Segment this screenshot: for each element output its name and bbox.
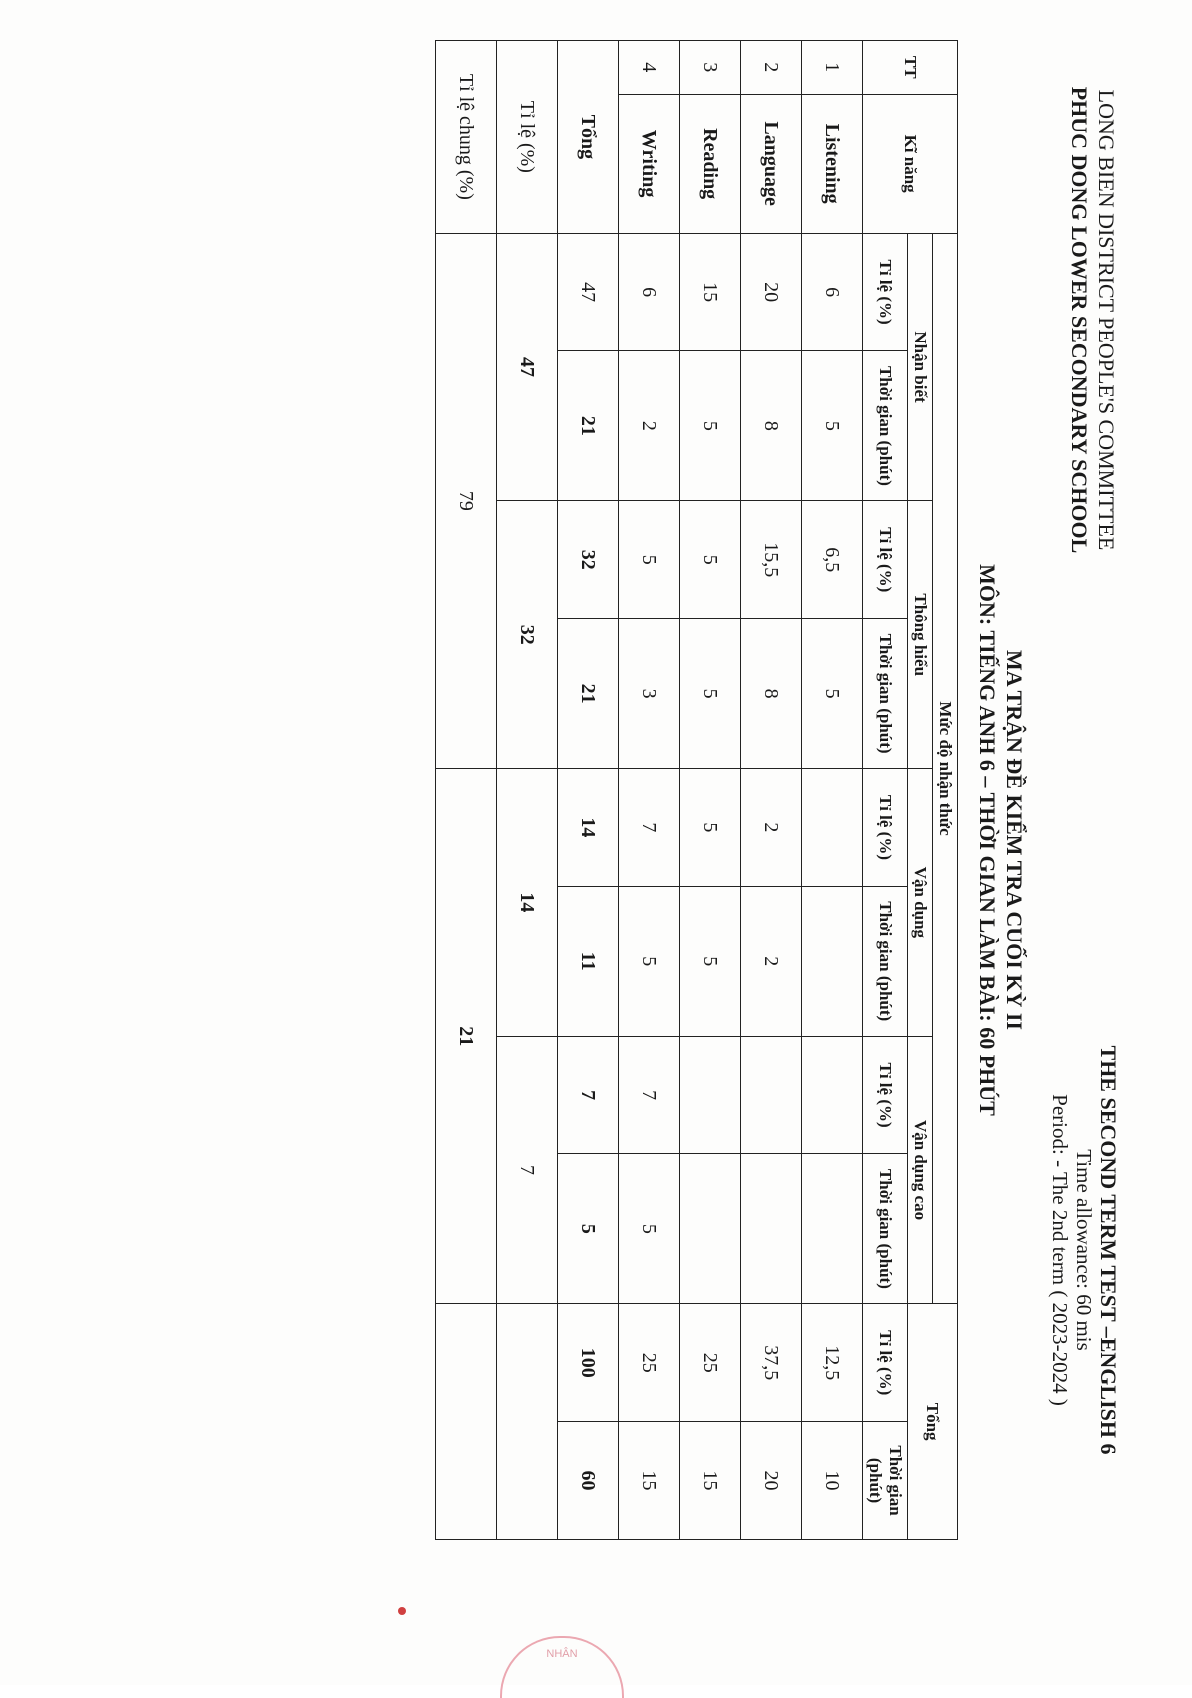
cell: 25 xyxy=(680,1304,741,1422)
cell: 3 xyxy=(619,619,680,769)
cell xyxy=(497,1304,558,1540)
school-name: PHUC DONG LOWER SECONDARY SCHOOL xyxy=(1067,86,1092,554)
cell: 2 xyxy=(619,351,680,501)
cell xyxy=(741,1154,802,1304)
table-row xyxy=(619,41,680,1540)
period: Period: - The 2nd term ( 2023-2024 ) xyxy=(1048,1094,1072,1406)
cell-skill: Language xyxy=(741,94,802,233)
table-row xyxy=(680,41,741,1540)
rotated-document xyxy=(40,40,1120,1640)
total-row xyxy=(558,41,619,1540)
header-level-recognition: Nhận biết xyxy=(908,233,933,501)
header-skill: Kĩ năng xyxy=(863,94,958,233)
test-header xyxy=(1048,1000,1120,1500)
sub-rate: Tỉ lệ (%) xyxy=(863,1304,908,1422)
cell: 2 xyxy=(741,886,802,1036)
cell: 14 xyxy=(558,769,619,887)
ratio-row xyxy=(497,41,558,1540)
cell: 5 xyxy=(680,501,741,619)
cell xyxy=(802,1154,863,1304)
header-level-application: Vận dụng xyxy=(908,769,933,1037)
stamp-text: NHÂN xyxy=(546,1648,578,1660)
sub-time: Thời gian (phút) xyxy=(863,886,908,1036)
school-header xyxy=(1066,40,1120,600)
cell: 60 xyxy=(558,1422,619,1540)
cell-skill: Reading xyxy=(680,94,741,233)
sub-time: Thời gian (phút) xyxy=(863,1154,908,1304)
red-ink-dot xyxy=(398,1607,406,1615)
cell: 25 xyxy=(619,1304,680,1422)
overall-label: Tỉ lệ chung (%) xyxy=(436,41,497,234)
cell: 21 xyxy=(558,619,619,769)
sub-rate: Tỉ lệ (%) xyxy=(863,233,908,351)
document-title xyxy=(974,340,1028,1340)
cell: 5 xyxy=(680,886,741,1036)
cell: 5 xyxy=(680,619,741,769)
cell: 37,5 xyxy=(741,1304,802,1422)
cell: 15,5 xyxy=(741,501,802,619)
cell: 5 xyxy=(680,769,741,887)
cell xyxy=(741,1036,802,1154)
cell: 6,5 xyxy=(802,501,863,619)
header-level-high-application: Vận dụng cao xyxy=(908,1036,933,1304)
cell: 47 xyxy=(497,233,558,501)
cell: 11 xyxy=(558,886,619,1036)
overall-row xyxy=(436,41,497,1540)
cell: 14 xyxy=(497,769,558,1037)
cell: 21 xyxy=(436,769,497,1304)
cell: 5 xyxy=(619,1154,680,1304)
total-label: Tổng xyxy=(558,41,619,234)
header-row-3 xyxy=(863,41,908,1540)
cell: 5 xyxy=(558,1154,619,1304)
sub-time: Thời gian (phút) xyxy=(863,1422,908,1540)
header-row-1 xyxy=(933,41,958,1540)
cell: 7 xyxy=(619,769,680,887)
cell: 7 xyxy=(558,1036,619,1154)
cell: 6 xyxy=(619,233,680,351)
time-allowance: Time allowance: 60 mis xyxy=(1072,1149,1096,1351)
committee-name: LONG BIEN DISTRICT PEOPLE'S COMMITTEE xyxy=(1094,89,1119,551)
title-line-2: MÔN: TIẾNG ANH 6 – THỜI GIAN LÀM BÀI: 60 PHÚT xyxy=(975,564,1000,1116)
cell: 5 xyxy=(680,351,741,501)
cell: 15 xyxy=(619,1422,680,1540)
cell: 15 xyxy=(680,1422,741,1540)
cell: 32 xyxy=(497,501,558,769)
cell xyxy=(680,1036,741,1154)
cell-skill: Writing xyxy=(619,94,680,233)
cell-tt: 3 xyxy=(680,41,741,95)
cell: 12,5 xyxy=(802,1304,863,1422)
cell: 32 xyxy=(558,501,619,619)
table-row xyxy=(802,41,863,1540)
header-level-comprehension: Thông hiểu xyxy=(908,501,933,769)
cell: 2 xyxy=(741,769,802,887)
sub-rate: Tỉ lệ (%) xyxy=(863,1036,908,1154)
cell: 5 xyxy=(619,886,680,1036)
cell: 79 xyxy=(436,233,497,768)
test-title: THE SECOND TERM TEST –ENGLISH 6 xyxy=(1096,1045,1121,1455)
cell: 20 xyxy=(741,233,802,351)
cell-tt: 1 xyxy=(802,41,863,95)
cell: 15 xyxy=(680,233,741,351)
cell: 21 xyxy=(558,351,619,501)
cell: 7 xyxy=(619,1036,680,1154)
test-matrix-table xyxy=(435,40,958,1540)
cell: 5 xyxy=(619,501,680,619)
title-line-1: MA TRẬN ĐỀ KIỂM TRA CUỐI KỲ II xyxy=(1002,650,1027,1030)
cell-tt: 2 xyxy=(741,41,802,95)
cell: 8 xyxy=(741,351,802,501)
ratio-label: Tỉ lệ (%) xyxy=(497,41,558,234)
cell xyxy=(680,1154,741,1304)
cell: 5 xyxy=(802,619,863,769)
cell xyxy=(802,1036,863,1154)
cell-skill: Listening xyxy=(802,94,863,233)
header-tt: TT xyxy=(863,41,958,95)
cell xyxy=(802,769,863,887)
cell: 47 xyxy=(558,233,619,351)
cell: 8 xyxy=(741,619,802,769)
table-row xyxy=(741,41,802,1540)
cell: 20 xyxy=(741,1422,802,1540)
sub-time: Thời gian (phút) xyxy=(863,619,908,769)
cell-tt: 4 xyxy=(619,41,680,95)
cell xyxy=(436,1304,497,1540)
sub-rate: Tỉ lệ (%) xyxy=(863,501,908,619)
cell: 7 xyxy=(497,1036,558,1304)
cell: 5 xyxy=(802,351,863,501)
sub-rate: Tỉ lệ (%) xyxy=(863,769,908,887)
header-cognitive-level: Mức độ nhận thức xyxy=(933,233,958,1304)
header-total: Tổng xyxy=(908,1304,958,1540)
sub-time: Thời gian (phút) xyxy=(863,351,908,501)
cell xyxy=(802,886,863,1036)
cell: 100 xyxy=(558,1304,619,1422)
cell: 10 xyxy=(802,1422,863,1540)
cell: 6 xyxy=(802,233,863,351)
